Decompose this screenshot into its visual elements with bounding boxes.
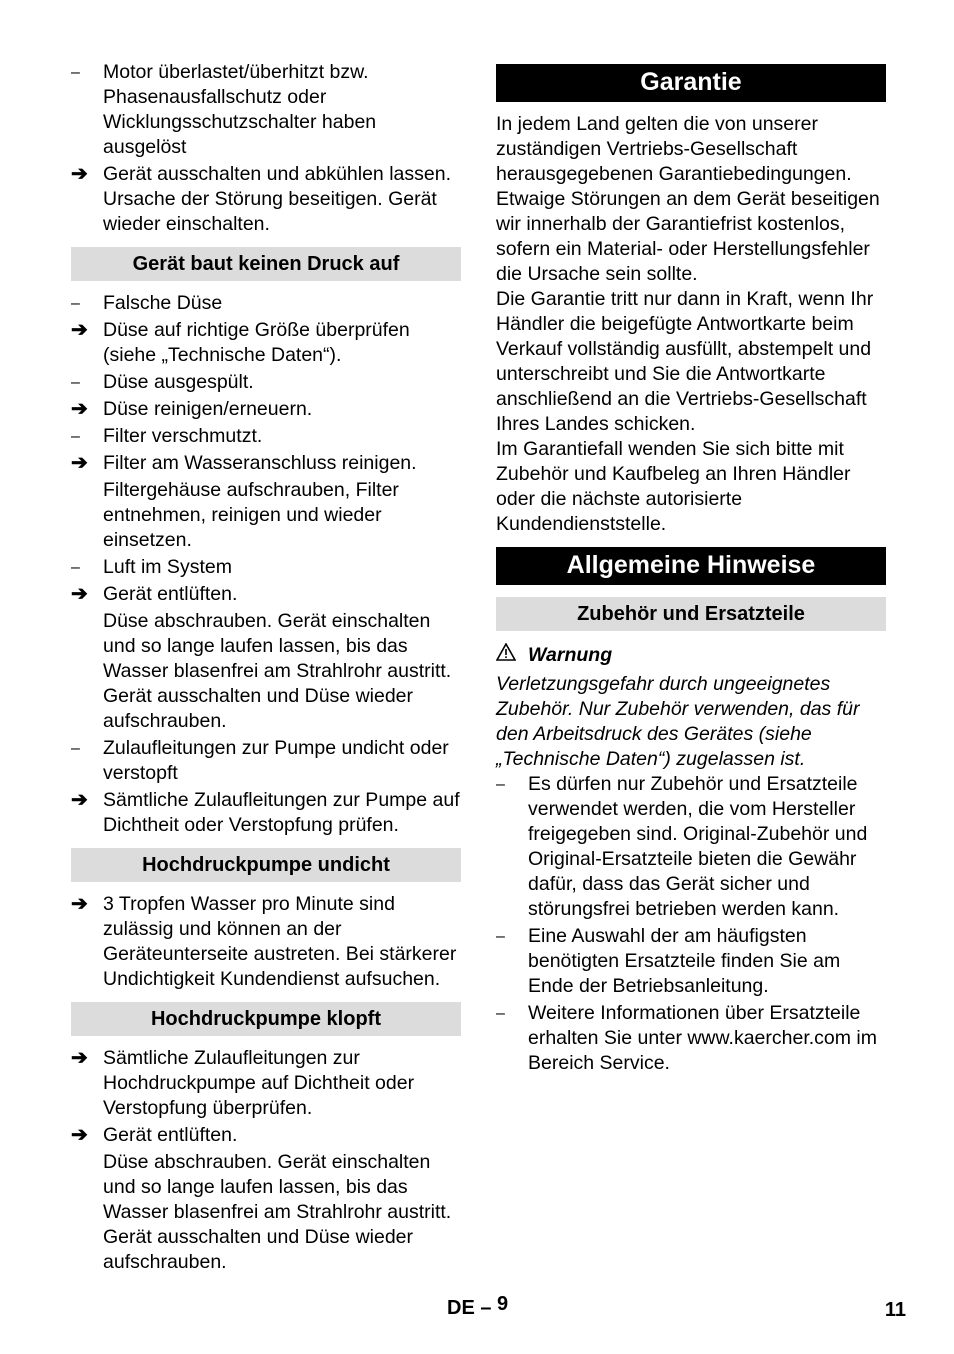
- section-heading-no-pressure: Gerät baut keinen Druck auf: [71, 247, 461, 281]
- arrow-right-icon: ➔: [71, 789, 88, 811]
- list-item: [496, 1001, 886, 1076]
- list-item: [71, 555, 461, 580]
- list-item-text: Gerät ausschalten und abkühlen lassen. Ursache der Störung beseitigen. Gerät wieder einschalten.: [103, 163, 451, 235]
- arrow-right-icon: ➔: [71, 1124, 88, 1146]
- dash-bullet-icon: –: [496, 928, 505, 945]
- list-item-text: Düse ausgespült.: [103, 371, 254, 393]
- right-column: [496, 64, 886, 1078]
- list-item: [71, 451, 461, 476]
- list-item-text: Düse abschrauben. Gerät einschalten und so lange laufen lassen, bis das Wasser blasenfrei am Strahlrohr austritt. Gerät ausschalten und Düse wieder aufschrauben.: [103, 610, 452, 732]
- list-item-text: Gerät entlüften.: [103, 1124, 238, 1146]
- section-heading-pump-leaking: Hochdruckpumpe undicht: [71, 848, 461, 882]
- list-item-text: Luft im System: [103, 556, 232, 578]
- arrow-right-icon: ➔: [71, 163, 88, 185]
- pump-leaking-list: [71, 892, 461, 992]
- list-item: [71, 291, 461, 316]
- list-item-text: Eine Auswahl der am häufigsten benötigten Ersatzteile finden Sie am Ende der Betriebsanleitung.: [528, 925, 841, 997]
- list-item-text: Filtergehäuse aufschrauben, Filter entnehmen, reinigen und wieder einsetzen.: [103, 479, 399, 551]
- accessories-heading: Zubehör und Ersatzteile: [496, 597, 886, 631]
- list-item-text: Düse auf richtige Größe überprüfen (siehe „Technische Daten“).: [103, 319, 410, 366]
- warning-label: Warnung: [528, 644, 613, 666]
- allgemeine-heading: Allgemeine Hinweise: [496, 547, 886, 585]
- list-item: [71, 397, 461, 422]
- list-item-text: 3 Tropfen Wasser pro Minute sind zulässig und können an der Geräteunterseite austreten. Bei stärkerer Undichtigkeit Kundendienst aufsuchen.: [103, 893, 457, 990]
- list-item: [71, 892, 461, 992]
- list-item-text: Düse reinigen/erneuern.: [103, 398, 313, 420]
- list-item-text: Zulaufleitungen zur Pumpe undicht oder verstopft: [103, 737, 449, 784]
- list-item-text: Sämtliche Zulaufleitungen zur Pumpe auf Dichtheit oder Verstopfung prüfen.: [103, 789, 460, 836]
- warning-text: Verletzungsgefahr durch ungeeignetes Zubehör. Nur Zubehör verwenden, das für den Arbeitsdruck des Gerätes (siehe „Technische Daten“) zugelassen ist.: [496, 673, 860, 770]
- list-item: [71, 1046, 461, 1121]
- page-number: 11: [884, 1299, 906, 1321]
- list-item-text: Es dürfen nur Zubehör und Ersatzteile verwendet werden, die vom Hersteller freigegeben sind. Original-Zubehör und Original-Ersatzteile bieten die Gewähr dafür, dass das Gerät sicher und störungsfrei betrieben werden kann.: [528, 773, 868, 920]
- dash-bullet-icon: –: [71, 559, 80, 576]
- warning-label-row: [496, 643, 886, 668]
- list-item-text: Filter am Wasseranschluss reinigen.: [103, 452, 417, 474]
- arrow-right-icon: ➔: [71, 452, 88, 474]
- garantie-body: [496, 112, 886, 537]
- arrow-right-icon: ➔: [71, 319, 88, 341]
- left-column: [71, 60, 461, 1277]
- list-item-text: Düse abschrauben. Gerät einschalten und so lange laufen lassen, bis das Wasser blasenfrei am Strahlrohr austritt. Gerät ausschalten und Düse wieder aufschrauben.: [103, 1151, 452, 1273]
- footer-section-page: 9: [497, 1293, 509, 1315]
- dash-bullet-icon: –: [71, 428, 80, 445]
- dash-bullet-icon: –: [71, 374, 80, 391]
- list-item: [71, 424, 461, 449]
- list-item-text: Motor überlastet/überhitzt bzw. Phasenausfallschutz oder Wicklungsschutzschalter haben ausgelöst: [103, 61, 377, 158]
- arrow-right-icon: ➔: [71, 398, 88, 420]
- dash-bullet-icon: –: [496, 1005, 505, 1022]
- warning-triangle-icon: [496, 643, 528, 668]
- list-item: [71, 1123, 461, 1148]
- list-item: [71, 60, 461, 160]
- list-item-text: Filter verschmutzt.: [103, 425, 263, 447]
- no-pressure-list: [71, 291, 461, 838]
- list-item: [496, 772, 886, 922]
- list-item: [71, 162, 461, 237]
- dash-bullet-icon: –: [71, 64, 80, 81]
- garantie-paragraph: Im Garantiefall wenden Sie sich bitte mit Zubehör und Kaufbeleg an Ihren Händler oder die nächste autorisierte Kundendienststelle.: [496, 438, 851, 535]
- list-item: [496, 924, 886, 999]
- dash-bullet-icon: –: [71, 295, 80, 312]
- footer-separator: –: [480, 1297, 492, 1319]
- list-item: [71, 736, 461, 786]
- arrow-right-icon: ➔: [71, 583, 88, 605]
- footer-lang: DE: [447, 1297, 475, 1319]
- list-item: [71, 478, 461, 553]
- arrow-right-icon: ➔: [71, 893, 88, 915]
- garantie-paragraph: In jedem Land gelten die von unserer zuständigen Vertriebs-Gesellschaft herausgegebenen Garantiebedingungen. Etwaige Störungen an dem Gerät beseitigen wir innerhalb der Garantiefrist kostenlos, sofern ein Material- oder Herstellungsfehler die Ursache sein sollte.: [496, 113, 880, 285]
- list-item-text: Weitere Informationen über Ersatzteile erhalten Sie unter www.kaercher.com im Bereich Service.: [528, 1002, 877, 1074]
- list-item: [71, 1150, 461, 1275]
- footer-section-label: [447, 1293, 509, 1321]
- dash-bullet-icon: –: [71, 740, 80, 757]
- intro-list: [71, 60, 461, 237]
- list-item: [71, 318, 461, 368]
- list-item: [71, 609, 461, 734]
- pump-knocking-list: [71, 1046, 461, 1275]
- section-heading-pump-knocking: Hochdruckpumpe klopft: [71, 1002, 461, 1036]
- arrow-right-icon: ➔: [71, 1047, 88, 1069]
- list-item-text: Gerät entlüften.: [103, 583, 238, 605]
- garantie-paragraph: Die Garantie tritt nur dann in Kraft, wenn Ihr Händler die beigefügte Antwortkarte beim Verkauf vollständig ausfüllt, abstempelt und unterschreibt und Sie die Antwortkarte anschließend an die Vertriebs-Gesellschaft Ihres Landes schicken.: [496, 288, 874, 435]
- list-item: [71, 582, 461, 607]
- list-item: [71, 370, 461, 395]
- list-item-text: Sämtliche Zulaufleitungen zur Hochdruckpumpe auf Dichtheit oder Verstopfung überprüfen.: [103, 1047, 415, 1119]
- accessories-list: [496, 772, 886, 1076]
- garantie-heading: Garantie: [496, 64, 886, 102]
- dash-bullet-icon: –: [496, 776, 505, 793]
- list-item: [71, 788, 461, 838]
- list-item-text: Falsche Düse: [103, 292, 223, 314]
